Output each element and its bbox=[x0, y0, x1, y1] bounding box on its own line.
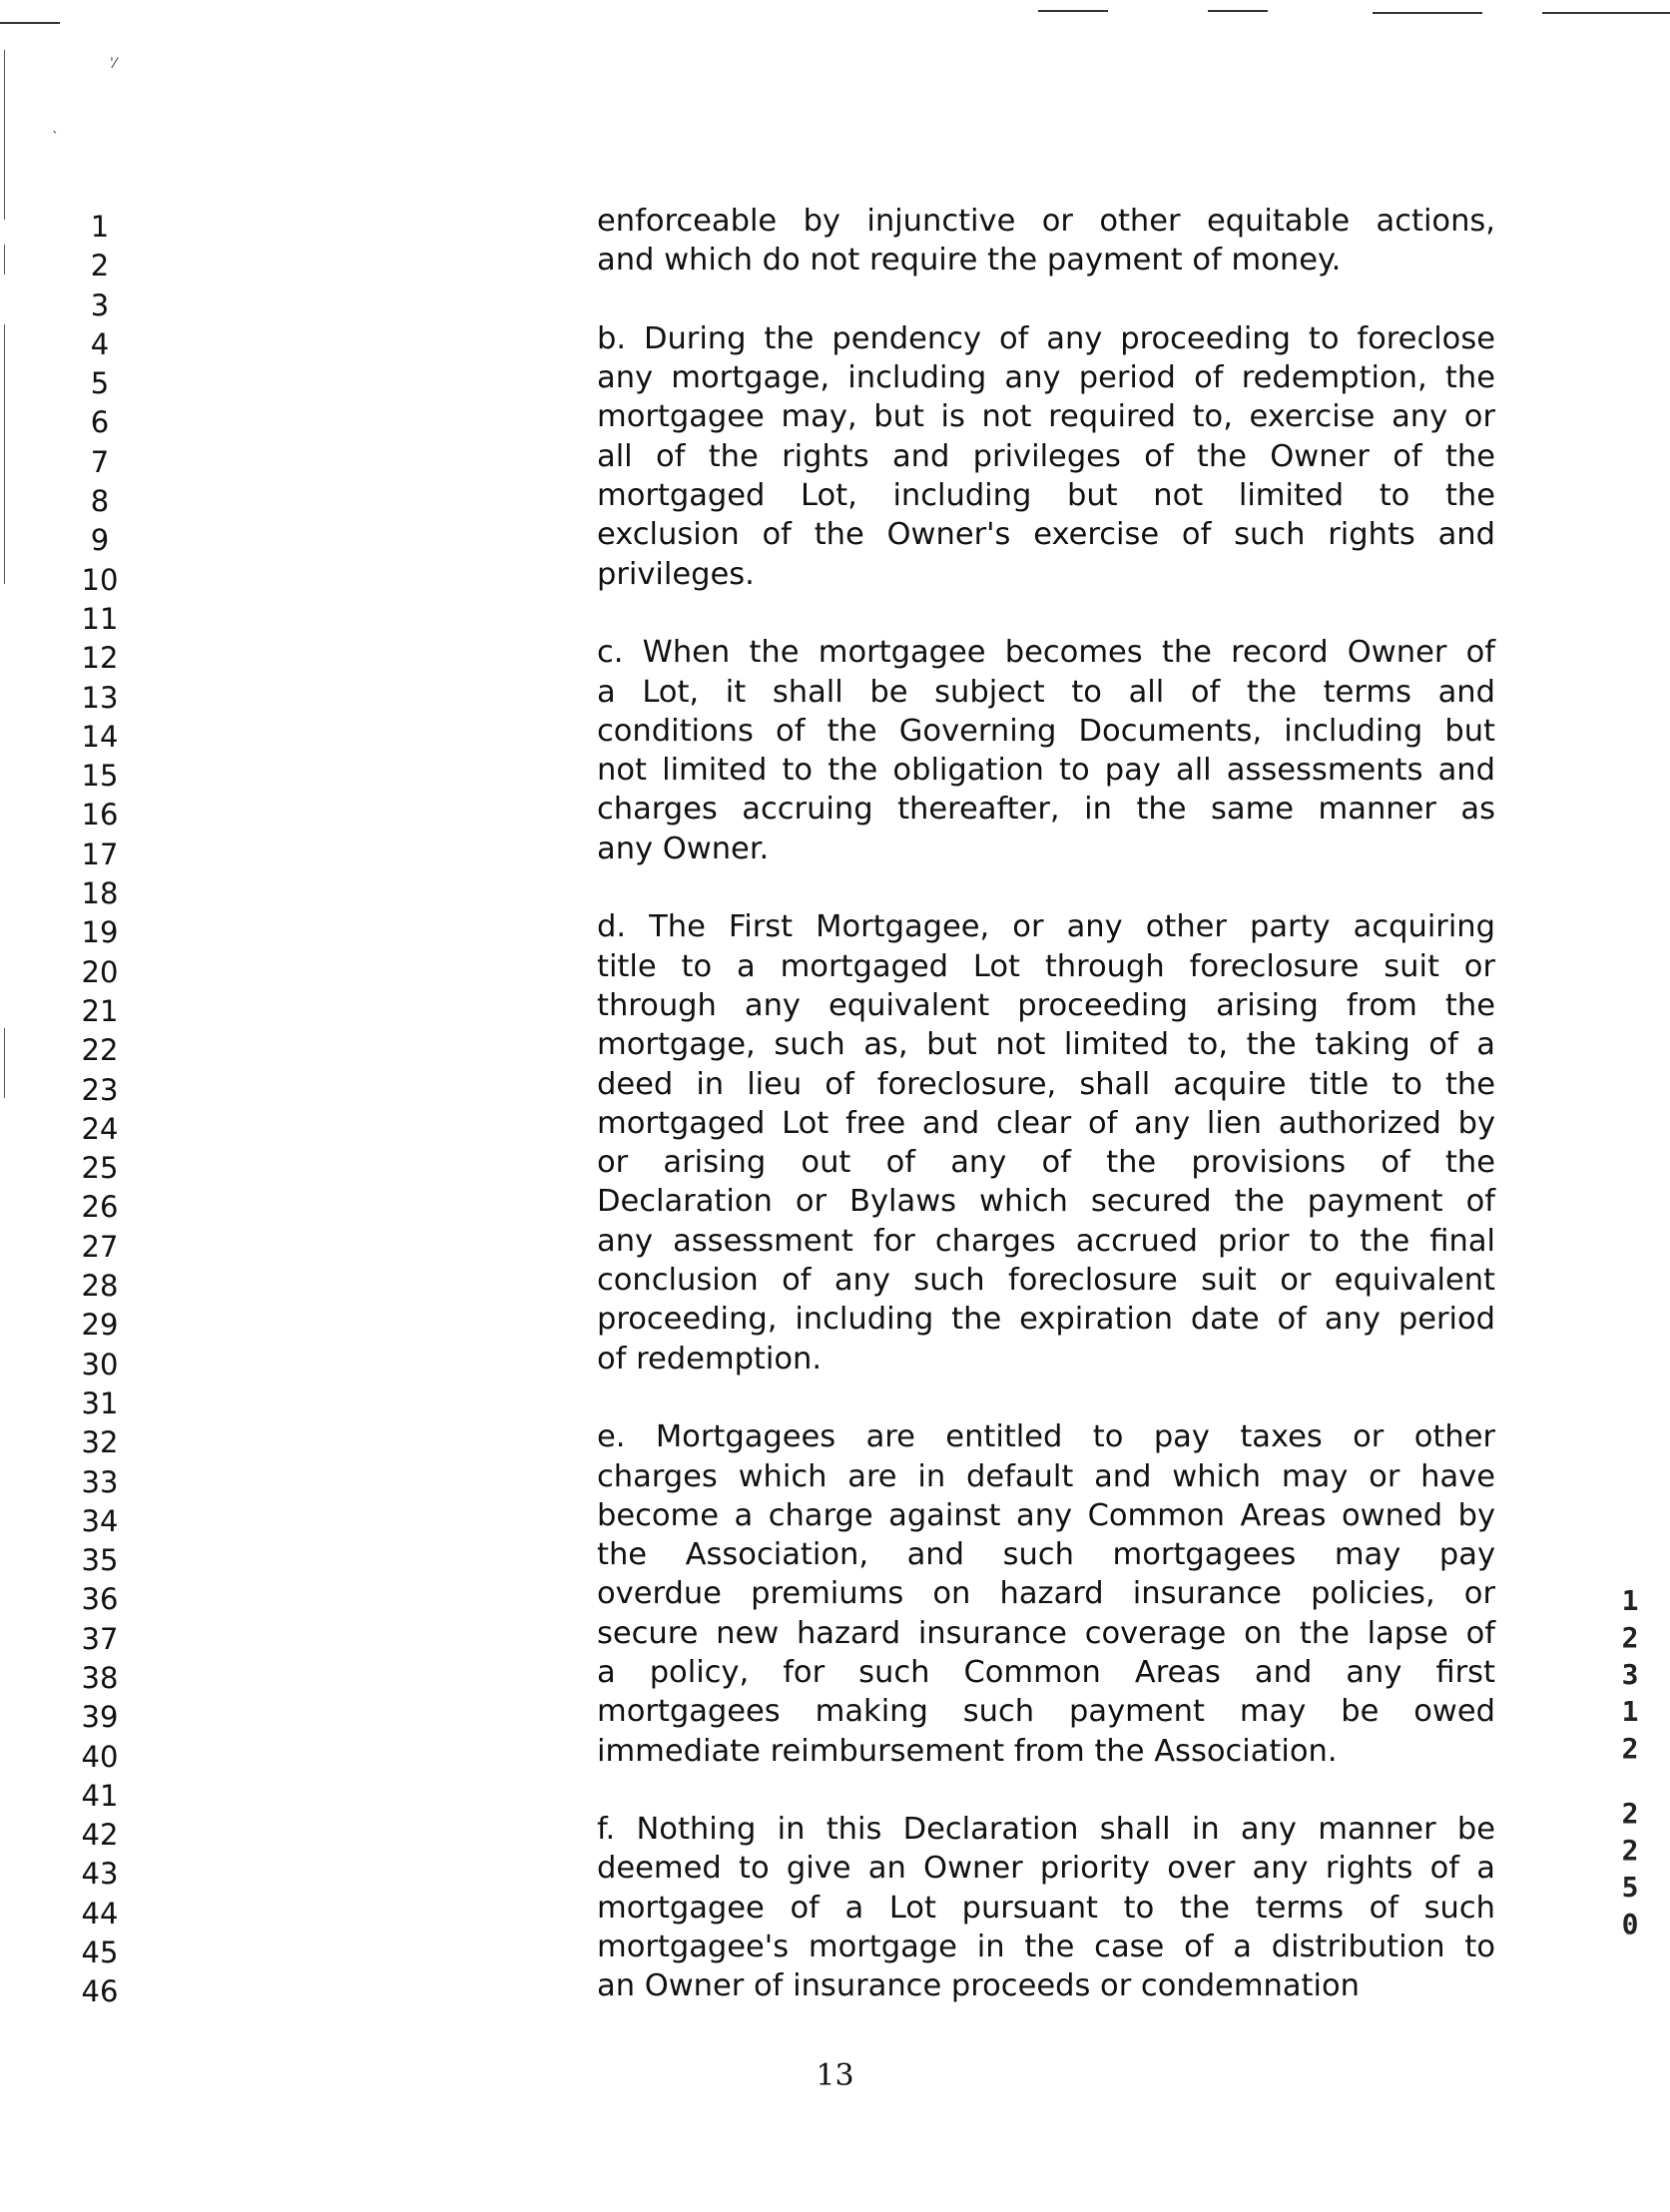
line-number: 39 bbox=[81, 1700, 119, 1735]
line-number: 28 bbox=[81, 1269, 119, 1304]
scan-artifact-mark: ˎ bbox=[52, 118, 59, 134]
line-number: 14 bbox=[81, 719, 119, 754]
line-number: 4 bbox=[90, 326, 110, 361]
text-line: become a charge against any Common Areas owned by bbox=[597, 1497, 1495, 1533]
text-line: deemed to give an Owner priority over any rights of a bbox=[597, 1851, 1495, 1887]
stamp-digit: 2 bbox=[1621, 1834, 1639, 1867]
text-line: title to a mortgaged Lot through foreclosure suit or bbox=[597, 948, 1495, 984]
stamp-gap bbox=[1615, 1767, 1645, 1795]
line-number: 38 bbox=[81, 1660, 119, 1695]
document-body bbox=[597, 202, 1495, 2045]
text-line: mortgage, such as, but not limited to, the taking of a bbox=[597, 1027, 1495, 1063]
line-number: 19 bbox=[81, 915, 119, 950]
text-line: exclusion of the Owner's exercise of such rights and bbox=[597, 517, 1495, 553]
scan-artifact-line bbox=[1373, 12, 1482, 14]
paragraph bbox=[597, 1417, 1495, 1771]
line-number: 21 bbox=[81, 993, 119, 1028]
line-number: 41 bbox=[81, 1778, 119, 1813]
stamp-digit: 5 bbox=[1621, 1871, 1639, 1904]
recording-stamp bbox=[1615, 1582, 1645, 1942]
scan-artifact-edge bbox=[4, 324, 5, 584]
text-line: the Association, and such mortgagees may pay bbox=[597, 1537, 1495, 1573]
stamp-digit: 1 bbox=[1621, 1584, 1639, 1617]
text-line: e. Mortgagees are entitled to pay taxes or other bbox=[597, 1419, 1495, 1455]
stamp-digit: 2 bbox=[1621, 1732, 1639, 1765]
text-line: immediate reimbursement from the Association. bbox=[597, 1733, 1338, 1769]
text-line: a Lot, it shall be subject to all of the terms and bbox=[597, 674, 1495, 710]
line-number: 1 bbox=[90, 210, 110, 244]
text-line: b. During the pendency of any proceeding to foreclose bbox=[597, 320, 1495, 356]
line-number: 24 bbox=[81, 1111, 119, 1146]
text-line: a policy, for such Common Areas and any first bbox=[597, 1654, 1495, 1690]
line-number: 31 bbox=[81, 1385, 119, 1420]
scan-artifact-mark: ˈ⁄ bbox=[110, 56, 117, 72]
text-line: Declaration or Bylaws which secured the payment of bbox=[597, 1184, 1495, 1220]
line-number: 20 bbox=[81, 954, 119, 989]
stamp-digit: 3 bbox=[1621, 1658, 1639, 1691]
line-number: 34 bbox=[81, 1503, 119, 1538]
text-line: mortgagee may, but is not required to, exercise any or bbox=[597, 399, 1495, 435]
text-line: secure new hazard insurance coverage on the lapse of bbox=[597, 1615, 1495, 1651]
line-number-column bbox=[70, 208, 130, 2012]
line-number: 22 bbox=[81, 1033, 119, 1068]
line-number: 42 bbox=[81, 1818, 119, 1853]
text-line: charges which are in default and which may or have bbox=[597, 1458, 1495, 1494]
scan-artifact-line bbox=[1542, 12, 1670, 14]
line-number: 15 bbox=[81, 759, 119, 794]
line-number: 30 bbox=[81, 1347, 119, 1382]
text-line: conditions of the Governing Documents, including but bbox=[597, 713, 1495, 749]
paragraph bbox=[597, 1810, 1495, 2005]
text-line: any assessment for charges accrued prior to the final bbox=[597, 1223, 1495, 1259]
line-number: 11 bbox=[81, 601, 119, 636]
text-line: enforceable by injunctive or other equitable actions, bbox=[597, 204, 1495, 239]
scan-artifact-edge bbox=[4, 1028, 5, 1098]
text-line: and which do not require the payment of money. bbox=[597, 243, 1342, 278]
line-number: 8 bbox=[90, 484, 110, 519]
text-line: mortgagee of a Lot pursuant to the terms of such bbox=[597, 1890, 1495, 1926]
text-line: overdue premiums on hazard insurance policies, or bbox=[597, 1576, 1495, 1612]
scan-artifact-edge bbox=[4, 50, 5, 220]
text-line: or arising out of any of the provisions of the bbox=[597, 1145, 1495, 1181]
text-line: deed in lieu of foreclosure, shall acquire title to the bbox=[597, 1066, 1495, 1102]
text-line: through any equivalent proceeding arising from the bbox=[597, 987, 1495, 1023]
text-line: any Owner. bbox=[597, 830, 770, 866]
stamp-digit: 0 bbox=[1621, 1908, 1639, 1940]
line-number: 32 bbox=[81, 1425, 119, 1460]
line-number: 18 bbox=[81, 876, 119, 911]
line-number: 46 bbox=[81, 1974, 119, 2009]
line-number: 35 bbox=[81, 1543, 119, 1578]
line-number: 29 bbox=[81, 1308, 119, 1343]
line-number: 3 bbox=[90, 287, 110, 322]
text-line: mortgaged Lot free and clear of any lien authorized by bbox=[597, 1105, 1495, 1141]
text-line: privileges. bbox=[597, 556, 755, 592]
text-line: mortgagee's mortgage in the case of a distribution to bbox=[597, 1930, 1495, 1965]
text-line: f. Nothing in this Declaration shall in any manner be bbox=[597, 1812, 1495, 1848]
paragraph bbox=[597, 633, 1495, 868]
stamp-digit: 2 bbox=[1621, 1797, 1639, 1830]
text-line: all of the rights and privileges of the Owner of the bbox=[597, 438, 1495, 474]
scan-artifact-line bbox=[0, 22, 60, 24]
page-number: 13 bbox=[816, 2058, 854, 2093]
line-number: 36 bbox=[81, 1582, 119, 1617]
line-number: 25 bbox=[81, 1151, 119, 1186]
line-number: 10 bbox=[81, 562, 119, 597]
text-line: c. When the mortgagee becomes the record Owner of bbox=[597, 635, 1495, 671]
line-number: 45 bbox=[81, 1936, 119, 1970]
text-line: any mortgage, including any period of redemption, the bbox=[597, 360, 1495, 396]
scan-artifact-line bbox=[1208, 10, 1268, 12]
line-number: 17 bbox=[81, 836, 119, 871]
text-line: charges accruing thereafter, in the same manner as bbox=[597, 792, 1495, 828]
line-number: 37 bbox=[81, 1621, 119, 1656]
line-number: 6 bbox=[90, 405, 110, 440]
line-number: 43 bbox=[81, 1857, 119, 1892]
line-number: 40 bbox=[81, 1739, 119, 1774]
line-number: 27 bbox=[81, 1229, 119, 1264]
stamp-digit: 1 bbox=[1621, 1695, 1639, 1728]
text-line: proceeding, including the expiration date of any period bbox=[597, 1302, 1495, 1338]
scan-artifact-line bbox=[1038, 10, 1108, 12]
line-number: 7 bbox=[90, 444, 110, 479]
paragraph bbox=[597, 202, 1495, 280]
text-line: mortgaged Lot, including but not limited to the bbox=[597, 478, 1495, 514]
line-number: 5 bbox=[90, 366, 110, 401]
text-line: mortgagees making such payment may be owed bbox=[597, 1694, 1495, 1730]
line-number: 44 bbox=[81, 1896, 119, 1931]
text-line: an Owner of insurance proceeds or condemnation bbox=[597, 1968, 1360, 2004]
line-number: 26 bbox=[81, 1190, 119, 1225]
paragraph bbox=[597, 319, 1495, 594]
text-line: conclusion of any such foreclosure suit or equivalent bbox=[597, 1263, 1495, 1299]
text-line: d. The First Mortgagee, or any other party acquiring bbox=[597, 909, 1495, 945]
line-number: 16 bbox=[81, 798, 119, 832]
stamp-digit: 2 bbox=[1621, 1621, 1639, 1654]
line-number: 12 bbox=[81, 641, 119, 676]
line-number: 23 bbox=[81, 1072, 119, 1107]
text-line: not limited to the obligation to pay all assessments and bbox=[597, 753, 1495, 789]
line-number: 33 bbox=[81, 1464, 119, 1499]
text-line: of redemption. bbox=[597, 1341, 823, 1377]
scan-artifact-edge bbox=[4, 245, 5, 275]
line-number: 2 bbox=[90, 249, 110, 283]
line-number: 13 bbox=[81, 680, 119, 715]
paragraph bbox=[597, 907, 1495, 1379]
line-number: 9 bbox=[90, 523, 110, 558]
